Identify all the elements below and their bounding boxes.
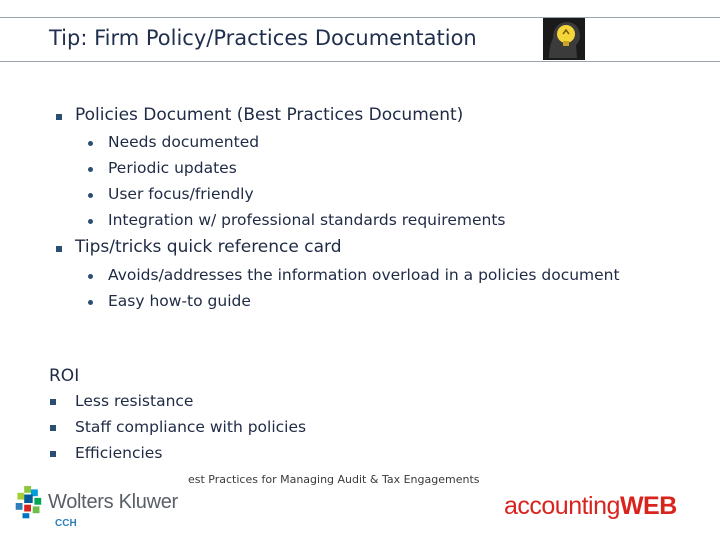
- roi-bullet: [50, 399, 56, 405]
- list-item: Easy how-to guide: [108, 292, 251, 310]
- roi-item: Less resistance: [75, 392, 194, 410]
- item-bullet: [88, 219, 93, 224]
- item-bullet: [88, 141, 93, 146]
- accountingweb-logo-part2: WEB: [619, 492, 677, 520]
- section-label: Tips/tricks quick reference card: [75, 237, 342, 257]
- item-bullet: [88, 274, 93, 279]
- section-label: Policies Document (Best Practices Document): [75, 105, 464, 125]
- cch-logo: CCH: [55, 518, 77, 529]
- footer-caption: est Practices for Managing Audit & Tax Engagements: [188, 473, 480, 486]
- list-item: Avoids/addresses the information overload in a policies document: [108, 266, 620, 284]
- item-bullet: [88, 193, 93, 198]
- list-item: Integration w/ professional standards requirements: [108, 211, 506, 229]
- roi-bullet: [50, 451, 56, 457]
- section-bullet: [56, 246, 62, 252]
- roi-heading: ROI: [49, 366, 80, 386]
- section-bullet: [56, 114, 62, 120]
- list-item: Needs documented: [108, 133, 260, 151]
- slide-title: Tip: Firm Policy/Practices Documentation: [49, 26, 477, 50]
- roi-item: Efficiencies: [75, 444, 163, 462]
- accountingweb-logo: [504, 492, 677, 521]
- item-bullet: [88, 300, 93, 305]
- wolters-kluwer-mosaic-icon: [14, 486, 48, 520]
- item-bullet: [88, 167, 93, 172]
- wolters-kluwer-logo: Wolters Kluwer: [48, 491, 178, 513]
- title-bar: [0, 17, 720, 62]
- list-item: User focus/friendly: [108, 185, 254, 203]
- lightbulb-head-icon: [543, 18, 585, 60]
- list-item: Periodic updates: [108, 159, 237, 177]
- accountingweb-logo-part1: accounting: [504, 492, 620, 520]
- roi-bullet: [50, 425, 56, 431]
- roi-item: Staff compliance with policies: [75, 418, 307, 436]
